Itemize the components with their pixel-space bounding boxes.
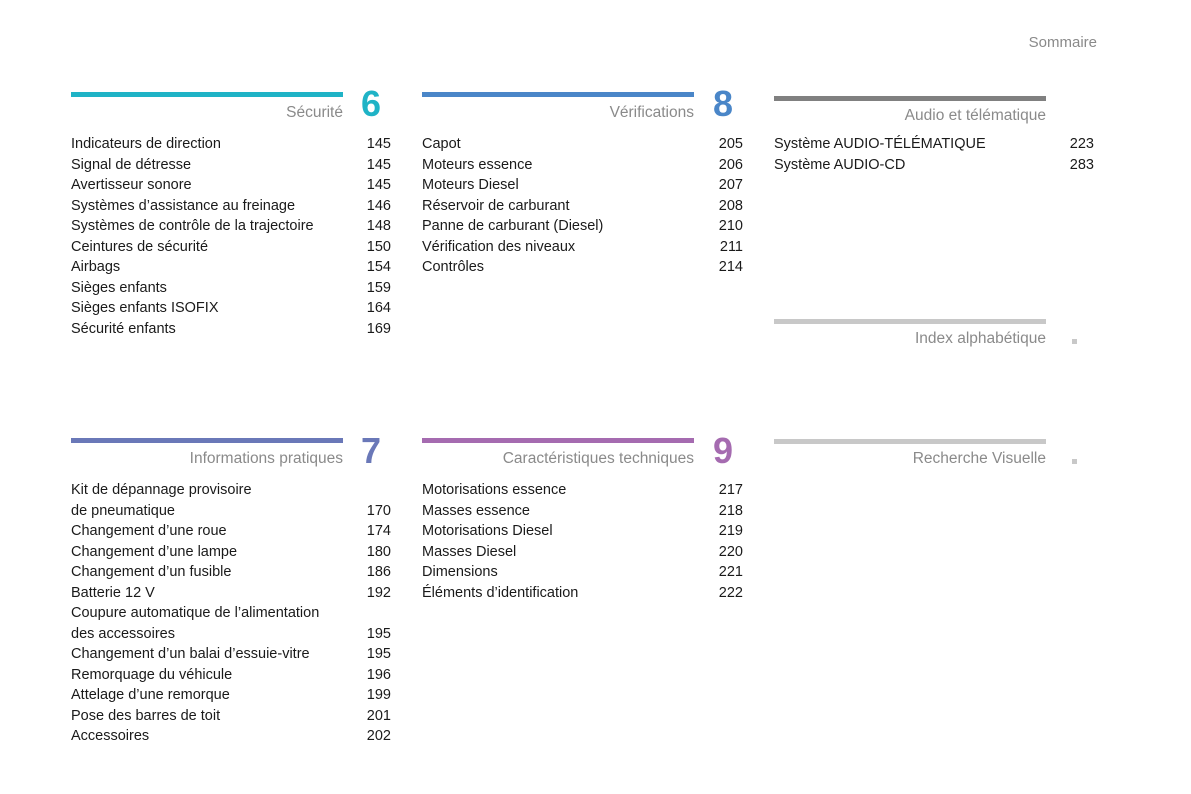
toc-entry-label: Remorquage du véhicule (71, 666, 233, 683)
section-title[interactable]: Recherche Visuelle (912, 450, 1046, 467)
toc-entry-label: Pose des barres de toit (71, 707, 221, 724)
section-title[interactable]: Sécurité (286, 104, 343, 121)
page-header: Sommaire (1028, 34, 1097, 51)
toc-entry[interactable] (71, 542, 391, 563)
toc-entry-label: Systèmes d’assistance au freinage (71, 197, 296, 214)
toc-entry-label: Kit de dépannage provisoire (71, 482, 252, 498)
section-title[interactable]: Index alphabétique (914, 330, 1046, 347)
toc-entry[interactable] (71, 237, 391, 258)
section-color-bar (71, 438, 343, 443)
index-bullet-icon (1072, 339, 1077, 344)
toc-entry-page: 170 (366, 502, 391, 519)
toc-entry-page: 219 (718, 523, 743, 539)
section-title[interactable]: Vérifications (609, 104, 694, 121)
toc-entry[interactable] (71, 685, 391, 706)
toc-entry-page: 205 (718, 136, 743, 152)
toc-entry-label: Accessoires (71, 728, 150, 744)
toc-entry[interactable] (71, 706, 391, 727)
toc-entry-page: 154 (366, 259, 391, 275)
toc-entry-label: Système AUDIO-TÉLÉMATIQUE (774, 136, 986, 152)
toc-entry-label: Moteurs essence (422, 156, 533, 173)
toc-entry-label: Changement d’une roue (71, 523, 227, 539)
toc-entry[interactable] (71, 665, 391, 686)
toc-entry-label: Sièges enfants (71, 279, 167, 296)
section-color-bar (774, 319, 1046, 324)
section-number[interactable]: 6 (361, 83, 382, 124)
toc-entry[interactable] (422, 196, 743, 217)
toc-entry-page: 195 (366, 625, 391, 642)
toc-entry-label: Réservoir de carburant (422, 197, 570, 214)
toc-entry[interactable] (71, 216, 391, 237)
toc-entry-label: Airbags (71, 259, 121, 275)
toc-entry-page: 146 (366, 197, 391, 214)
toc-entry[interactable] (71, 480, 391, 521)
toc-entry-page: 220 (718, 543, 743, 560)
section-index (774, 319, 1046, 347)
toc-entry[interactable] (422, 501, 743, 522)
toc-entry-page: 195 (366, 646, 391, 662)
toc-entry[interactable] (422, 134, 743, 155)
toc-entry-page: 145 (366, 136, 391, 152)
toc-entry-page: 186 (366, 564, 391, 580)
toc-entry[interactable] (71, 583, 391, 604)
toc-entry[interactable] (422, 521, 743, 542)
section-color-bar (422, 438, 694, 443)
section-title[interactable]: Caractéristiques techniques (502, 450, 694, 467)
toc-entry-label: Signal de détresse (71, 156, 192, 173)
toc-entry-page: 180 (366, 543, 391, 560)
toc-entry-label: Sécurité enfants (71, 320, 176, 337)
toc-entry-label: de pneumatique (71, 502, 175, 519)
toc-entry-label: Moteurs Diesel (422, 177, 519, 193)
toc-entry-page: 207 (718, 177, 743, 193)
toc-entry[interactable] (774, 155, 1094, 176)
toc-entry[interactable] (422, 155, 743, 176)
toc-entry[interactable] (71, 644, 391, 665)
toc-entry[interactable] (71, 726, 391, 747)
toc-entry[interactable] (422, 257, 743, 278)
toc-entry-label: Indicateurs de direction (71, 136, 221, 152)
toc-entry-page: 150 (366, 238, 391, 255)
section-verifications (422, 92, 694, 121)
toc-entry[interactable] (71, 603, 391, 644)
toc-entry-page: 169 (366, 320, 391, 337)
toc-entry[interactable] (422, 237, 743, 258)
section-entries (422, 134, 743, 278)
toc-entry-page: 192 (366, 584, 391, 601)
section-title[interactable]: Audio et télématique (904, 107, 1046, 124)
toc-entry[interactable] (71, 134, 391, 155)
toc-entry-label: Motorisations essence (422, 482, 567, 498)
toc-entry-label: Systèmes de contrôle de la trajectoire (71, 218, 314, 234)
toc-entry-page: 217 (718, 482, 743, 498)
toc-entry-label: Batterie 12 V (71, 584, 155, 601)
toc-entry[interactable] (71, 257, 391, 278)
toc-entry[interactable] (71, 298, 391, 319)
toc-entry-page: 201 (366, 707, 391, 724)
section-number[interactable]: 7 (361, 430, 382, 471)
toc-entry-page: 206 (718, 156, 743, 173)
toc-entry-label: Avertisseur sonore (71, 177, 192, 193)
section-entries (774, 134, 1094, 175)
toc-entry-label: Sièges enfants ISOFIX (71, 300, 219, 316)
toc-entry[interactable] (422, 480, 743, 501)
section-color-bar (71, 92, 343, 97)
toc-entry-page: 222 (718, 584, 743, 601)
toc-entry-label: Dimensions (422, 564, 498, 580)
toc-entry[interactable] (71, 175, 391, 196)
section-number[interactable]: 9 (713, 430, 734, 471)
toc-entry-page: 211 (719, 238, 743, 255)
toc-entry-label: Éléments d’identification (422, 584, 579, 601)
section-audio (774, 96, 1046, 124)
toc-entry-label: Coupure automatique de l’alimentation (71, 605, 320, 621)
toc-entry-label: Masses Diesel (422, 543, 517, 560)
toc-entry-page: 208 (718, 197, 743, 214)
toc-entry-page: 283 (1069, 156, 1094, 173)
section-securite (71, 92, 343, 121)
toc-entry-page: 218 (718, 502, 743, 519)
toc-entry[interactable] (422, 583, 743, 604)
toc-entry-page: 159 (366, 279, 391, 296)
toc-entry-page: 199 (366, 687, 391, 703)
toc-entry-page: 210 (718, 218, 743, 234)
toc-entry-page: 223 (1069, 136, 1094, 152)
section-color-bar (774, 96, 1046, 101)
toc-entry-page: 214 (718, 259, 743, 275)
section-title[interactable]: Informations pratiques (189, 450, 343, 467)
toc-entry-label: Vérification des niveaux (422, 238, 576, 255)
toc-entry-label: Changement d’un balai d’essuie-vitre (71, 646, 310, 662)
toc-entry-page: 164 (366, 300, 391, 316)
toc-entry-label: Ceintures de sécurité (71, 238, 209, 255)
toc-entry-page: 221 (718, 564, 743, 580)
toc-entry-label: Capot (422, 136, 461, 152)
section-entries (71, 134, 391, 339)
toc-entry-label: Changement d’une lampe (71, 543, 238, 560)
section-entries (422, 480, 743, 603)
toc-entry-label: Contrôles (422, 259, 485, 275)
toc-entry-label: Masses essence (422, 502, 530, 519)
toc-entry[interactable] (422, 216, 743, 237)
toc-entry-label: Panne de carburant (Diesel) (422, 218, 604, 234)
toc-entry[interactable] (774, 134, 1094, 155)
toc-entry[interactable] (71, 562, 391, 583)
recherche-bullet-icon (1072, 459, 1077, 464)
toc-entry-label: des accessoires (71, 625, 175, 642)
toc-entry[interactable] (422, 562, 743, 583)
toc-entry-page: 145 (366, 156, 391, 173)
section-color-bar (774, 439, 1046, 444)
toc-entry-label: Motorisations Diesel (422, 523, 553, 539)
section-recherche-visuelle (774, 439, 1046, 467)
toc-entry-label: Attelage d’une remorque (71, 687, 230, 703)
section-caracteristiques-techniques (422, 438, 694, 467)
toc-entry-page: 202 (366, 728, 391, 744)
toc-entry[interactable] (71, 278, 391, 299)
toc-entry-page: 174 (366, 523, 391, 539)
section-color-bar (422, 92, 694, 97)
toc-entry-page: 145 (366, 177, 391, 193)
section-entries (71, 480, 391, 747)
toc-entry[interactable] (71, 196, 391, 217)
section-informations-pratiques (71, 438, 343, 467)
toc-entry-page: 196 (366, 666, 391, 683)
toc-entry-page: 148 (366, 218, 391, 234)
toc-entry-label: Système AUDIO-CD (774, 156, 906, 173)
section-number[interactable]: 8 (713, 83, 734, 124)
toc-entry[interactable] (71, 155, 391, 176)
toc-entry[interactable] (71, 319, 391, 340)
toc-entry[interactable] (422, 542, 743, 563)
toc-entry-label: Changement d’un fusible (71, 564, 232, 580)
toc-entry[interactable] (422, 175, 743, 196)
toc-entry[interactable] (71, 521, 391, 542)
